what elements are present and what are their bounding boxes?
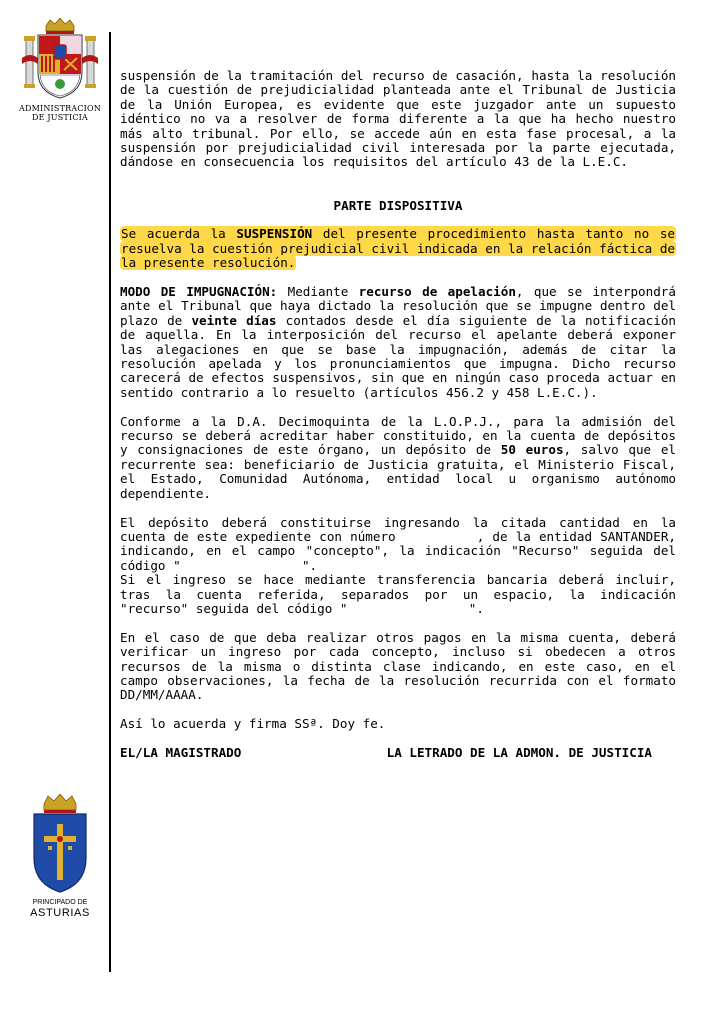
principado-asturias-logo bbox=[20, 794, 100, 919]
logo-caption-line2: ASTURIAS bbox=[30, 907, 90, 919]
deposito-t1: Conforme a la D.A. Decimoquinta de la L.O.P.J., para la admisión del recurso se deberá acreditar haber constituido, en la cuenta de depósitos y consignaciones de este órgano, un depósito de bbox=[120, 413, 676, 458]
closing-line: Así lo acuerda y firma SSª. Doy fe. bbox=[120, 716, 386, 732]
impugnacion-b1: recurso de apelación bbox=[358, 284, 516, 300]
paragraph-dispositive bbox=[120, 227, 676, 270]
logo-caption-line2: DE JUSTICIA bbox=[32, 113, 88, 122]
dispositive-post: del presente procedimiento hasta tanto no se resuelva la cuestión prejudicial civil indicada en la relación fáctica de la presente resolución. bbox=[121, 226, 675, 271]
impugnacion-t3: contados desde el día siguiente de la notificación de aquella. En la interposición del recurso el apelante deberá exponer las alegaciones en que se base la impugnación, además de citar la resolución apelada y los pronunciamientos que impugna. Dicho recurso carecerá de efectos suspensivos, sin que en ningún caso proceda actuar en sentido contrario a lo resuelto (artículos 456.2 y 458 L.E.C.). bbox=[120, 312, 676, 400]
logo-caption-line1: ADMINISTRACION bbox=[19, 104, 101, 113]
logo-caption-line1: PRINCIPADO DE bbox=[32, 899, 88, 906]
signature-magistrado: EL/LA MAGISTRADO bbox=[120, 744, 242, 760]
spain-coat-of-arms-icon bbox=[20, 18, 100, 100]
dispositive-bold: SUSPENSIÓN bbox=[236, 226, 313, 242]
deposito-t2: , salvo que el recurrente sea: beneficiario de Justicia gratuita, el Ministerio Fiscal, el Estado, Comunidad Autónoma, entidad local u organismo autónomo dependiente. bbox=[120, 442, 676, 501]
paragraph-ingreso: El depósito deberá constituirse ingresando la citada cantidad en la cuenta de este expediente con número , de la entidad SANTANDER, indicando, en el campo "concepto", la indicación "Recurso" seguida del código " ". bbox=[120, 514, 684, 573]
signature-letrado: LA LETRADO DE LA ADMON. DE JUSTICIA bbox=[386, 744, 652, 760]
dispositive-pre: Se acuerda la bbox=[121, 226, 237, 242]
signature-block bbox=[120, 746, 652, 760]
document-body bbox=[120, 68, 684, 760]
highlighted-dispositive bbox=[120, 226, 676, 270]
administracion-justicia-logo bbox=[16, 18, 104, 122]
impugnacion-t1: Mediante bbox=[277, 284, 359, 300]
section-title-text: PARTE DISPOSITIVA bbox=[333, 197, 463, 213]
asturias-coat-of-arms-icon bbox=[30, 794, 90, 894]
paragraph-fundamentos: suspensión de la tramitación del recurso de casación, hasta la resolución de la cuestión de prejudicialidad planteada ante el Tribunal de Justicia de la Unión Europea, es evidente que este juzgador ante un supuesto idéntico no va a resolver de forma diferente a la que ha hecho nuestro más alto tribunal. Por ello, se accede aún en esta fase procesal, a la suspensión por prejudicialidad civil interesada por la parte ejecutada, dándose en consecuencia los requisitos del artículo 43 de la L.E.C. bbox=[120, 68, 676, 170]
impugnacion-t2: , que se interpondrá ante el Tribunal que haya dictado la resolución que se impugne dentro del plazo de bbox=[120, 284, 676, 328]
paragraph-transferencia: Si el ingreso se hace mediante transferencia bancaria deberá incluir, tras la cuenta referida, separados por un espacio, la indicación "recurso" seguida del código " ". bbox=[120, 572, 684, 616]
paragraph-deposito bbox=[120, 415, 676, 501]
paragraph-otros-pagos: En el caso de que deba realizar otros pagos en la misma cuenta, deberá verificar un ingreso por cada concepto, incluso si obedecen a otros recursos de la misma o distinta clase indicando, en este caso, en el campo observaciones, la fecha de la resolución recurrida con el formato DD/MM/AAAA. bbox=[120, 629, 676, 703]
margin-rule bbox=[109, 32, 111, 972]
impugnacion-b2: veinte días bbox=[191, 312, 277, 328]
impugnacion-label: MODO DE IMPUGNACIÓN: bbox=[120, 284, 278, 300]
section-title bbox=[120, 199, 676, 213]
paragraph-impugnacion bbox=[120, 285, 676, 400]
deposito-b1: 50 euros bbox=[500, 442, 564, 458]
